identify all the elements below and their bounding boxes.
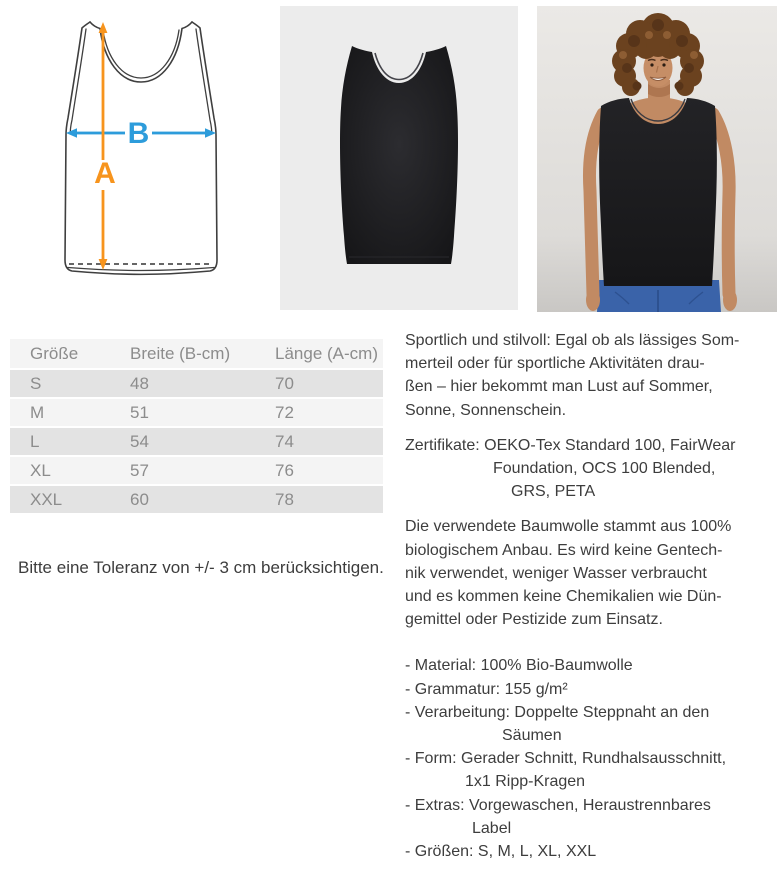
table-cell: 48: [130, 374, 149, 393]
description-line: GRS, PETA: [511, 483, 596, 501]
size-table: [10, 339, 383, 513]
description-line: - Material: 100% Bio-Baumwolle: [405, 657, 633, 675]
description-line: - Form: Gerader Schnitt, Rundhalsausschnitt,: [405, 750, 727, 768]
black-tank-top-image: [280, 6, 518, 310]
description-line: Sportlich und stilvoll: Egal ob als lässiges Som-: [405, 332, 740, 349]
description-line: Label: [472, 819, 512, 837]
table-cell: XL: [30, 461, 51, 480]
description-paragraph: [405, 329, 777, 422]
table-cell: S: [30, 374, 42, 393]
model-photo-image: [537, 6, 777, 312]
description-paragraph: [405, 654, 777, 863]
table-row: [10, 397, 383, 426]
description-line: und es kommen keine Chemikalien wie Dün-: [405, 588, 722, 606]
table-row: [10, 426, 383, 455]
table-row: [10, 455, 383, 484]
table-cell: 76: [275, 461, 294, 480]
description-line: ßen – hier bekommt man Lust auf Sommer,: [405, 378, 713, 396]
description-paragraph: [405, 434, 777, 504]
model-photo-man-wearing-tank-top[interactable]: [537, 6, 777, 312]
description-line: nik verwendet, weniger Wasser verbraucht: [405, 564, 707, 582]
description-line: Zertifikate: OEKO-Tex Standard 100, FairWear: [405, 436, 736, 454]
description-line: Foundation, OCS 100 Blended,: [493, 460, 716, 478]
table-header-row: [10, 339, 383, 368]
table-cell: 78: [275, 490, 294, 509]
description-line: merteil oder für sportliche Aktivitäten drau-: [405, 355, 705, 373]
table-cell: 72: [275, 403, 294, 422]
table-cell: 51: [130, 403, 149, 422]
left-hand: [586, 289, 600, 311]
column-header: Länge (A-cm): [275, 344, 378, 363]
table-cell: 54: [130, 432, 149, 451]
length-label: A: [94, 157, 116, 190]
table-cell: 60: [130, 490, 149, 509]
table-row: [10, 368, 383, 397]
table-cell: 74: [275, 432, 294, 451]
width-label: B: [127, 117, 150, 150]
table-cell: 57: [130, 461, 149, 480]
right-hand: [723, 289, 737, 311]
table-cell: 70: [275, 374, 294, 393]
tank-top-outline-drawing: [32, 8, 262, 308]
tank-top-on-model: [599, 98, 717, 286]
description-line: biologischem Anbau. Es wird keine Gentech-: [405, 541, 723, 559]
product-description: [405, 329, 777, 863]
table-row: [10, 484, 383, 513]
description-line: - Grammatur: 155 g/m²: [405, 680, 568, 698]
description-line: 1x1 Ripp-Kragen: [465, 773, 586, 791]
column-header: Breite (B-cm): [130, 344, 231, 363]
description-line: - Größen: S, M, L, XL, XXL: [405, 843, 597, 861]
column-header: Größe: [30, 344, 79, 363]
description-line: - Verarbeitung: Doppelte Steppnaht an den: [405, 703, 710, 721]
description-paragraph: [405, 515, 777, 631]
description-line: - Extras: Vorgewaschen, Heraustrennbares: [405, 796, 711, 814]
table-cell: M: [30, 403, 45, 422]
tolerance-note: Bitte eine Toleranz von +/- 3 cm berücksichtigen.: [18, 558, 384, 577]
description-line: gemittel oder Pestizide zum Einsatz.: [405, 611, 663, 629]
size-diagram-image[interactable]: [32, 8, 262, 308]
table-cell: XXL: [30, 490, 63, 509]
description-line: Säumen: [502, 727, 562, 745]
product-photo-black-tank-top[interactable]: [280, 6, 518, 310]
description-line: Die verwendete Baumwolle stammt aus 100%: [405, 518, 732, 536]
description-line: Sonne, Sonnenschein.: [405, 401, 567, 419]
table-cell: L: [30, 432, 40, 451]
